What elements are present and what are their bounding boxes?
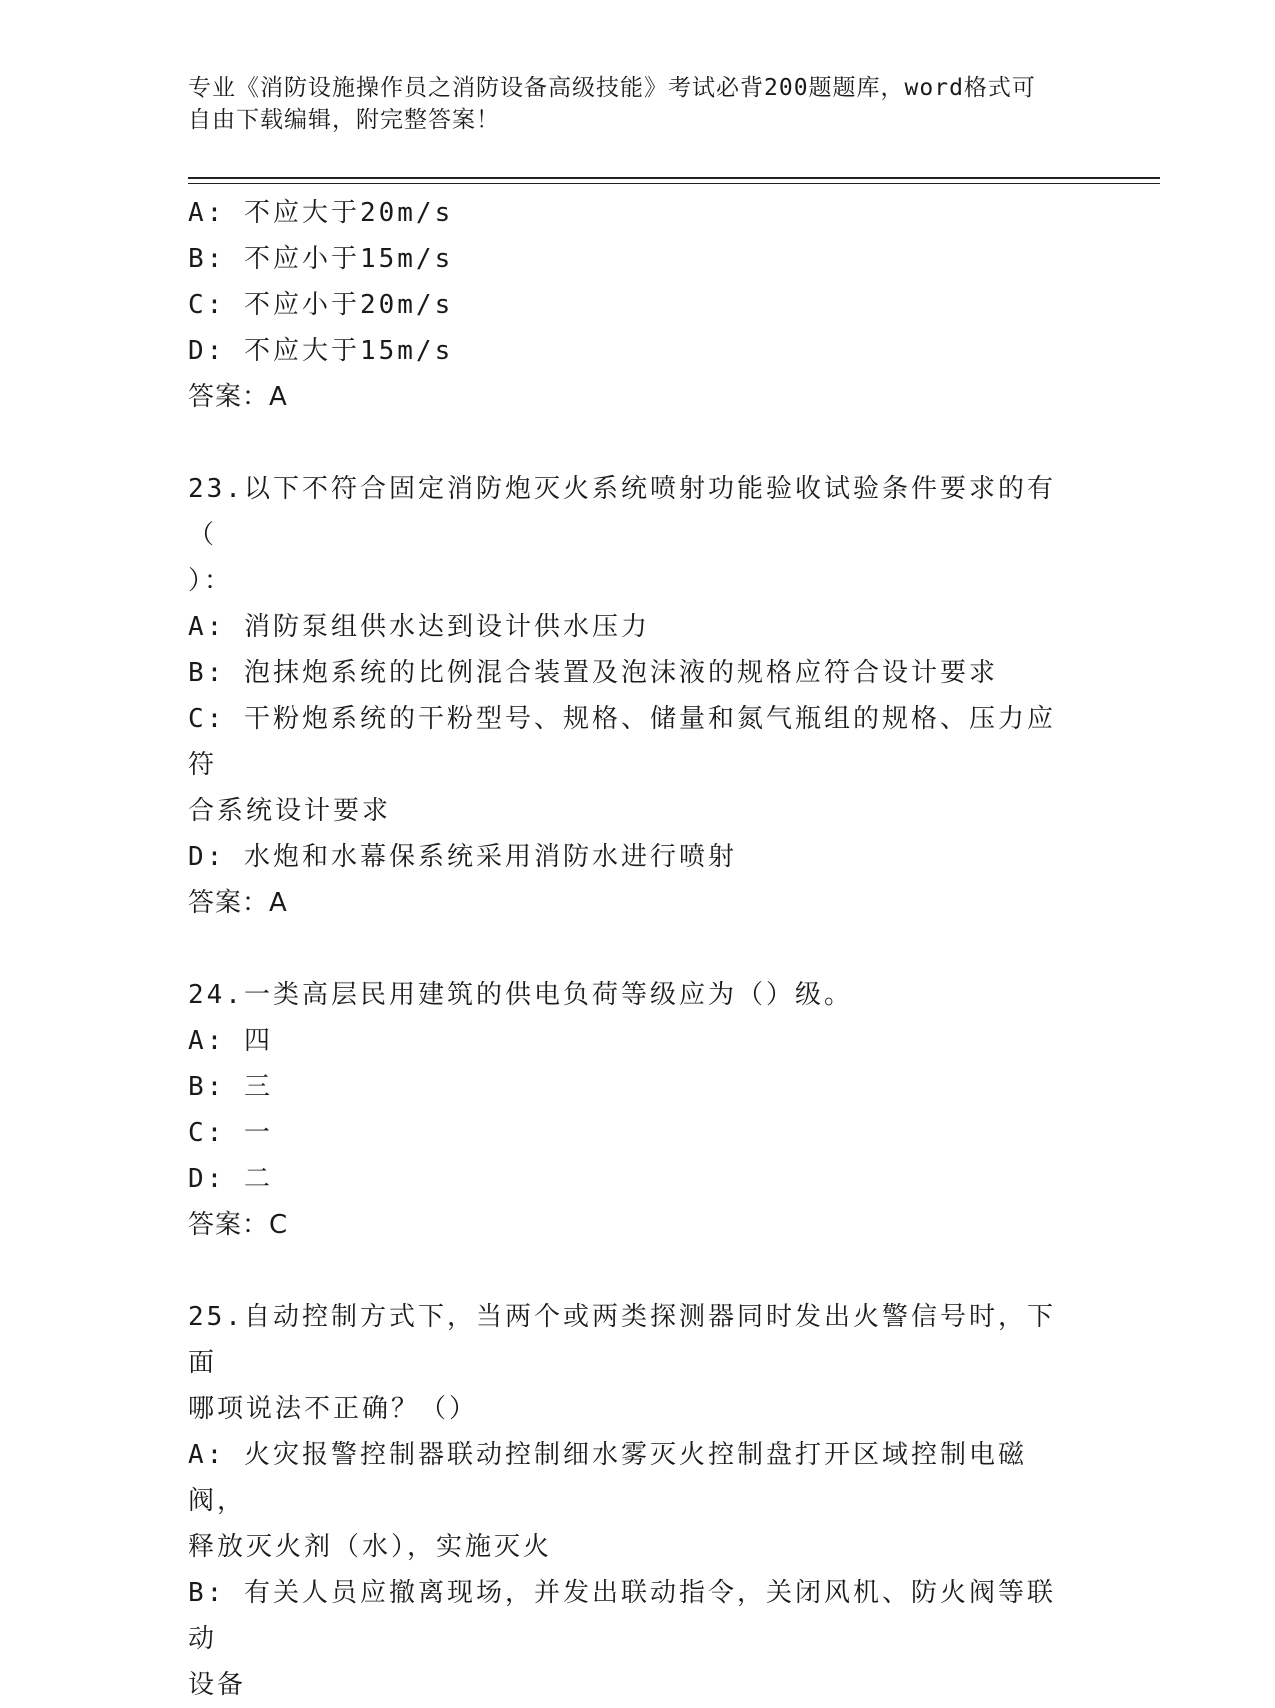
option-d: D: 不应大于15m/s (188, 336, 454, 366)
option-b: B: 不应小于15m/s (188, 244, 454, 274)
option-a: A: 四 (188, 1026, 273, 1056)
option-a: A: 不应大于20m/s (188, 198, 454, 228)
question-stem-cont: ）： (188, 566, 234, 596)
option-b: B: 有关人员应撤离现场，并发出联动指令，关闭风机、防火阀等联动 (188, 1578, 1056, 1654)
option-a: A: 消防泵组供水达到设计供水压力 (188, 612, 650, 642)
option-a: A: 火灾报警控制器联动控制细水雾灭火控制盘打开区域控制电磁阀， (188, 1440, 1027, 1516)
option-c-cont: 合系统设计要求 (188, 796, 392, 826)
page-header (188, 72, 1068, 136)
header-line-1: 专业《消防设施操作员之消防设备高级技能》考试必背200题题库，word格式可 (188, 75, 1036, 101)
header-line-2: 自由下载编辑，附完整答案！ (188, 107, 500, 133)
option-c: C: 一 (188, 1118, 273, 1148)
question-24 (188, 972, 1078, 1248)
option-c: C: 干粉炮系统的干粉型号、规格、储量和氮气瓶组的规格、压力应符 (188, 704, 1056, 780)
question-stem: 23.以下不符合固定消防炮灭火系统喷射功能验收试验条件要求的有（ (188, 474, 1056, 550)
spacer (188, 1248, 1078, 1294)
option-b: B: 三 (188, 1072, 273, 1102)
question-stem: 24.一类高层民用建筑的供电负荷等级应为（）级。 (188, 980, 853, 1010)
question-stem-cont: 哪项说法不正确？（） (188, 1394, 479, 1424)
answer: 答案：C (188, 1210, 289, 1240)
answer: 答案：A (188, 382, 288, 412)
header-divider-thin (188, 183, 1160, 184)
option-b-cont: 设备 (188, 1670, 247, 1700)
question-22 (188, 190, 1078, 420)
question-25 (188, 1294, 1078, 1708)
question-stem: 25.自动控制方式下，当两个或两类探测器同时发出火警信号时，下面 (188, 1302, 1056, 1378)
answer: 答案：A (188, 888, 288, 918)
spacer (188, 926, 1078, 972)
option-b: B: 泡抹炮系统的比例混合装置及泡沫液的规格应符合设计要求 (188, 658, 998, 688)
question-content (188, 190, 1078, 1708)
header-divider (188, 177, 1160, 179)
question-23 (188, 466, 1078, 926)
option-d: D: 二 (188, 1164, 273, 1194)
option-c: C: 不应小于20m/s (188, 290, 454, 320)
spacer (188, 420, 1078, 466)
option-a-cont: 释放灭火剂（水），实施灭火 (188, 1532, 553, 1562)
option-d: D: 水炮和水幕保系统采用消防水进行喷射 (188, 842, 737, 872)
